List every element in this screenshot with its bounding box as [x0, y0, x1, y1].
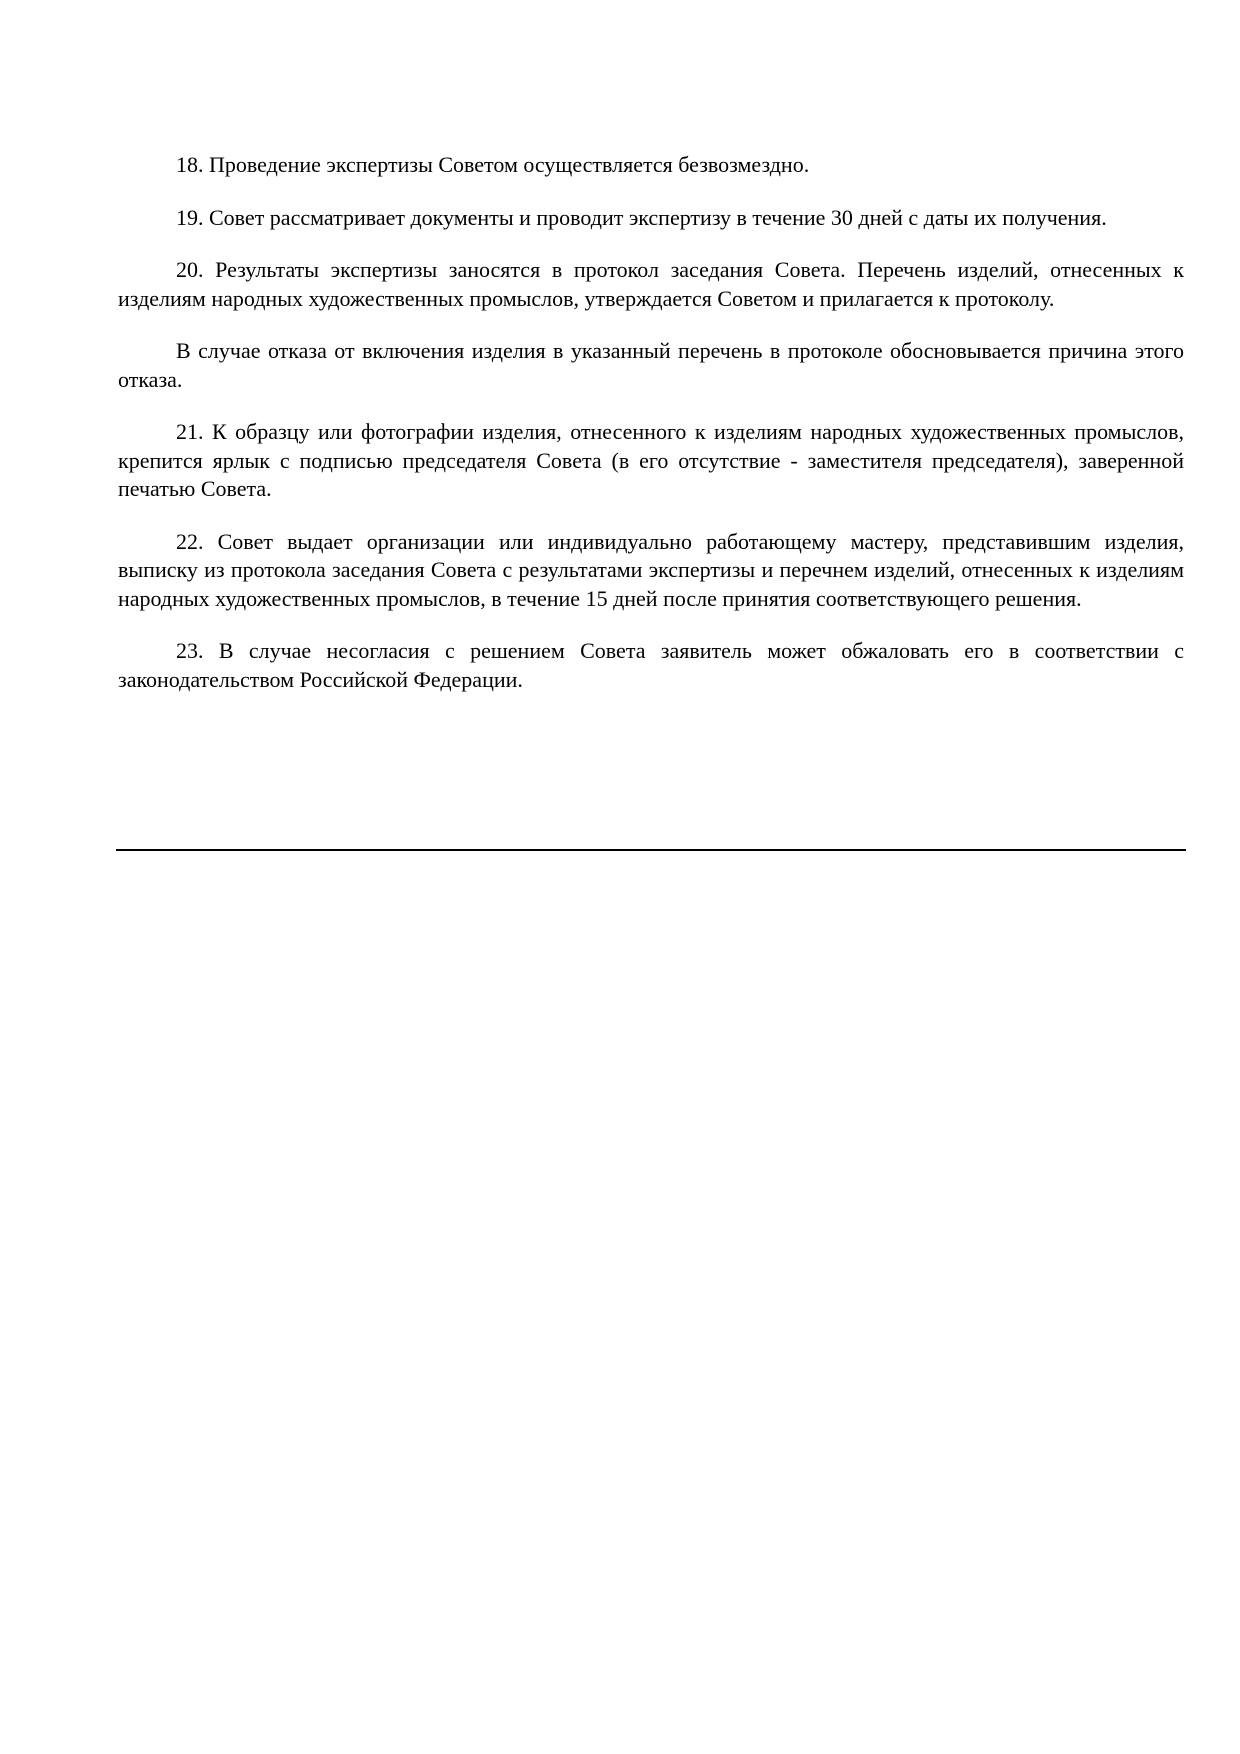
- document-body: [118, 151, 1184, 718]
- paragraph-19: 19. Совет рассматривает документы и проводит экспертизу в течение 30 дней с даты их получения.: [176, 204, 1107, 230]
- paragraph-20-refusal: В случае отказа от включения изделия в указанный перечень в протоколе обосновывается причина этого отказа.: [118, 338, 1184, 392]
- paragraph-20: 20. Результаты экспертизы заносятся в протокол заседания Совета. Перечень изделий, отнесенных к изделиям народных художественных промыслов, утверждается Советом и прилагается к протоколу.: [118, 257, 1184, 311]
- paragraph-23: 23. В случае несогласия с решением Совета заявитель может обжаловать его в соответствии с законодательством Российской Федерации.: [118, 638, 1184, 692]
- end-divider: [116, 849, 1186, 851]
- paragraph-22: 22. Совет выдает организации или индивидуально работающему мастеру, представившим изделия, выписку из протокола заседания Совета с результатами экспертизы и перечнем изделий, отнесенных к изделиям народных художественных промыслов, в течение 15 дней после принятия соответствующего решения.: [118, 528, 1184, 611]
- paragraph-18: 18. Проведение экспертизы Советом осуществляется безвозмездно.: [176, 152, 810, 177]
- paragraph-21: 21. К образцу или фотографии изделия, отнесенного к изделиям народных художественных промыслов, крепится ярлык с подписью председателя Совета (в его отсутствие - заместителя председателя), заверенной печатью Совета.: [118, 419, 1184, 501]
